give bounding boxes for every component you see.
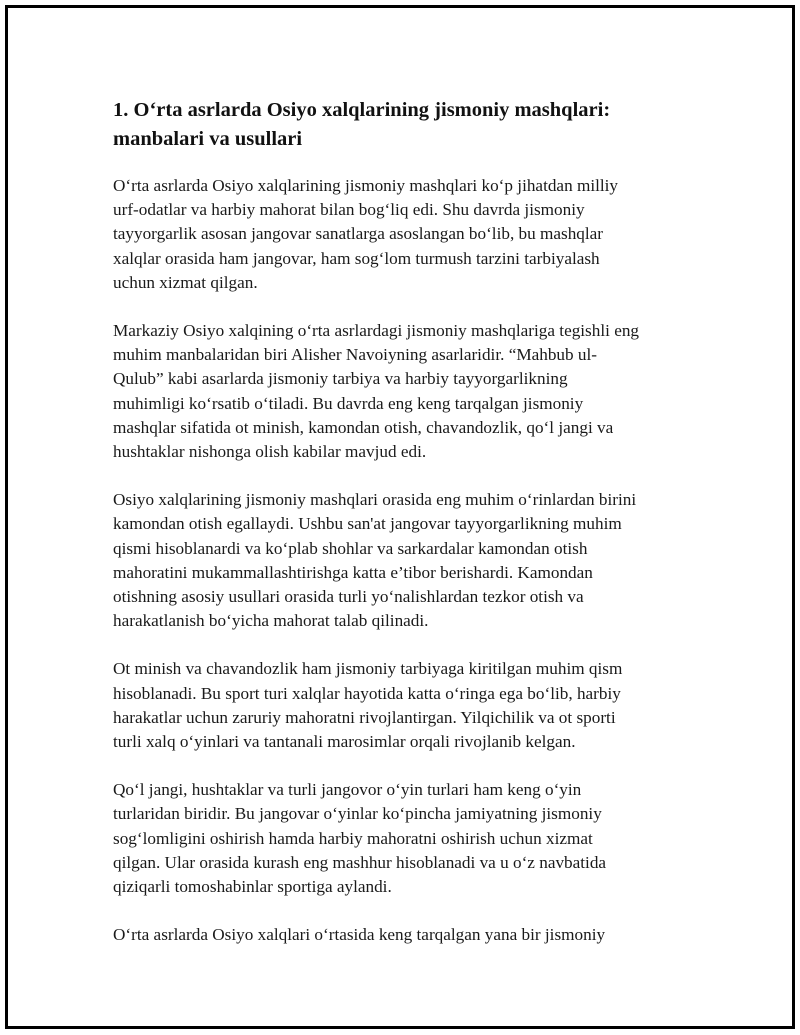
paragraph-line: Qulub” kabi asarlarda jismoniy tarbiya va harbiy tayyorgarlikning: [113, 369, 568, 389]
paragraph-line: uchun xizmat qilgan.: [113, 272, 258, 292]
paragraph-line: Ot minish va chavandozlik ham jismoniy tarbiyaga kiritilgan muhim qism: [113, 659, 623, 679]
paragraph-line: Osiyo xalqlarining jismoniy mashqlari orasida eng muhim o‘rinlardan birini: [113, 490, 637, 510]
paragraph-line: Markaziy Osiyo xalqining o‘rta asrlardagi jismoniy mashqlariga tegishli eng: [113, 321, 640, 341]
paragraph: [113, 488, 693, 633]
paragraph-line: hushtaklar nishonga olish kabilar mavjud edi.: [113, 442, 427, 462]
paragraph-line: qilgan. Ular orasida kurash eng mashhur hisoblanadi va u o‘z navbatida: [113, 852, 607, 872]
paragraph-line: O‘rta asrlarda Osiyo xalqlari o‘rtasida keng tarqalgan yana bir jismoniy: [113, 925, 606, 945]
paragraph-line: O‘rta asrlarda Osiyo xalqlarining jismoniy mashqlari ko‘p jihatdan milliy: [113, 176, 619, 195]
section-title: [113, 96, 693, 154]
section-title-line: 1. O‘rta asrlarda Osiyo xalqlarining jismoniy mashqlari:: [113, 99, 611, 121]
paragraph: [113, 923, 693, 947]
paragraph-line: urf-odatlar va harbiy mahorat bilan bog‘liq edi. Shu davrda jismoniy: [113, 200, 585, 220]
paragraph-line: turlaridan biridir. Bu jangovar o‘yinlar ko‘pincha jamiyatning jismoniy: [113, 804, 602, 824]
paragraph: [113, 657, 693, 754]
paragraph-line: hisoblanadi. Bu sport turi xalqlar hayotida katta o‘ringa ega bo‘lib, harbiy: [113, 683, 621, 703]
paragraph-line: mashqlar sifatida ot minish, kamondan otish, chavandozlik, qo‘l jangi va: [113, 417, 614, 437]
paragraph: [113, 174, 693, 295]
paragraph: [113, 319, 693, 464]
paragraph-line: harakatlanish bo‘yicha mahorat talab qilinadi.: [113, 611, 429, 631]
section-title-line: manbalari va usullari: [113, 128, 303, 150]
paragraph-line: xalqlar orasida ham jangovar, ham sog‘lom turmush tarzini tarbiyalash: [113, 248, 600, 268]
paragraph-line: muhimligi ko‘rsatib o‘tiladi. Bu davrda eng keng tarqalgan jismoniy: [113, 393, 584, 413]
paragraph-line: muhim manbalaridan biri Alisher Navoiyning asarlaridir. “Mahbub ul-: [113, 345, 598, 365]
paragraph-line: otishning asosiy usullari orasida turli yo‘nalishlardan tezkor otish va: [113, 587, 584, 607]
document-body: [113, 96, 693, 971]
paragraph-line: harakatlar uchun zaruriy mahoratni rivojlantirgan. Yilqichilik va ot sporti: [113, 707, 616, 727]
paragraph-line: mahoratini mukammallashtirishga katta e’tibor berishardi. Kamondan: [113, 562, 593, 582]
paragraph: [113, 778, 693, 899]
paragraph-line: qismi hisoblanardi va ko‘plab shohlar va sarkardalar kamondan otish: [113, 538, 588, 558]
paragraph-line: qiziqarli tomoshabinlar sportiga aylandi.: [113, 877, 392, 897]
paragraph-line: turli xalq o‘yinlari va tantanali marosimlar orqali rivojlanib kelgan.: [113, 732, 576, 752]
paragraph-line: kamondan otish egallaydi. Ushbu san'at jangovar tayyorgarlikning muhim: [113, 514, 622, 534]
paragraph-line: Qo‘l jangi, hushtaklar va turli jangovor o‘yin turlari ham keng o‘yin: [113, 780, 582, 800]
paragraph-line: sog‘lomligini oshirish hamda harbiy mahoratni oshirish uchun xizmat: [113, 828, 593, 848]
paragraph-line: tayyorgarlik asosan jangovar sanatlarga asoslangan bo‘lib, bu mashqlar: [113, 224, 604, 244]
